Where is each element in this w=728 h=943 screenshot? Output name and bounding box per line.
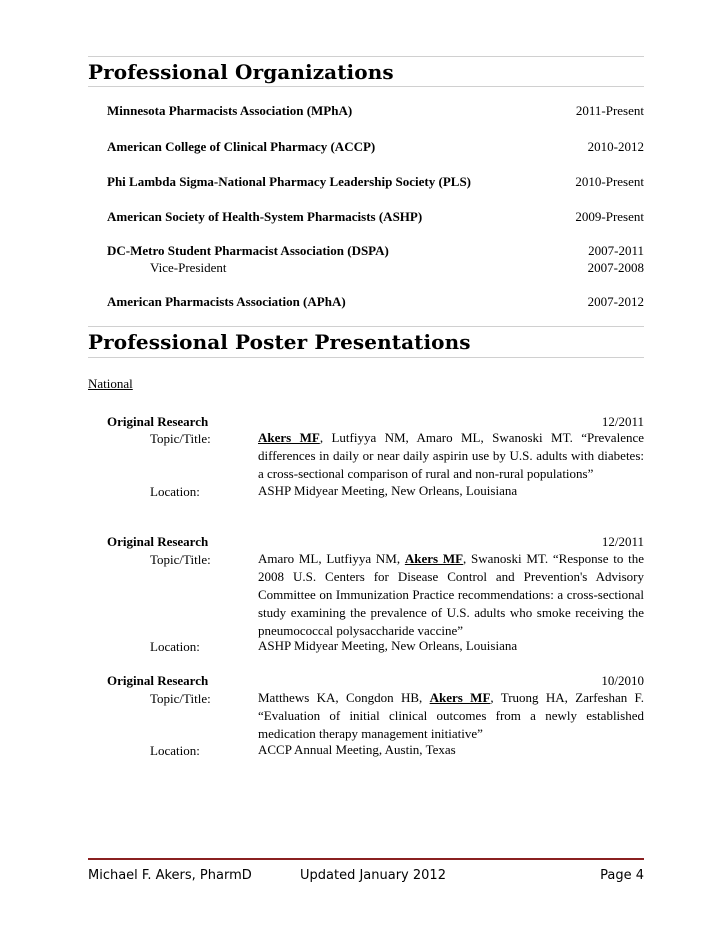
highlighted-author: Akers MF [429, 690, 491, 705]
section-rule [88, 56, 644, 57]
posters-heading: Professional Poster Presentations [88, 330, 471, 354]
org-date: 2010-2012 [587, 139, 644, 154]
title-text: , Lutfiyya NM, Amaro ML, Swanoski MT. “Prevalence differences in daily or near daily aspirin use by U.S. adults with diabetes: a cross-sectional comparison of rural and non-rural populations” [258, 430, 644, 481]
section-rule [88, 86, 644, 87]
org-row [107, 139, 644, 154]
poster-date: 12/2011 [601, 414, 644, 429]
topic-label: Topic/Title: [150, 691, 211, 706]
section-rule [88, 326, 644, 327]
poster-location: ASHP Midyear Meeting, New Orleans, Louisiana [258, 638, 518, 653]
organizations-heading: Professional Organizations [88, 60, 394, 84]
org-sub-row [150, 260, 644, 275]
title-text: , Truong HA, Zarfeshan F. “Evaluation of initial clinical outcomes from a newly established medication therapy management initiative” [258, 690, 644, 741]
national-subheading: National [88, 376, 133, 391]
title-text: , Swanoski MT. “Response to the 2008 U.S. Centers for Disease Control and Prevention's Advisory Committee on Immunization Practice recommendations: a cross-sectional study examining the prevalence of U.S. adults who smoke receiving the pneumococcal polysaccharide vaccine” [258, 551, 644, 638]
poster-location: ASHP Midyear Meeting, New Orleans, Louisiana [258, 483, 518, 498]
org-row [107, 174, 644, 189]
org-row [107, 294, 644, 309]
org-row [107, 103, 644, 118]
location-label: Location: [150, 639, 200, 654]
poster-title [258, 429, 644, 483]
footer-rule [88, 858, 644, 860]
topic-label: Topic/Title: [150, 552, 211, 567]
org-date: 2011-Present [575, 103, 644, 118]
poster-type: Original Research [107, 414, 209, 429]
poster-date: 12/2011 [601, 534, 644, 549]
poster-header [107, 414, 644, 430]
org-role: Vice-President [150, 260, 227, 275]
poster-title [258, 550, 644, 640]
org-date: 2007-2011 [588, 243, 644, 258]
poster-header [107, 673, 644, 689]
org-date: 2009-Present [575, 209, 644, 224]
org-name: American Society of Health-System Pharmacists (ASHP) [107, 209, 423, 224]
footer-updated: Updated January 2012 [300, 868, 446, 883]
org-role-date: 2007-2008 [587, 260, 644, 275]
poster-type: Original Research [107, 534, 209, 549]
org-name: American College of Clinical Pharmacy (ACCP) [107, 139, 376, 154]
org-name: Minnesota Pharmacists Association (MPhA) [107, 103, 353, 118]
location-label: Location: [150, 743, 200, 758]
poster-date: 10/2010 [601, 673, 644, 688]
org-row [107, 243, 644, 258]
title-text: Amaro ML, Lutfiyya NM, [258, 551, 405, 566]
footer-page-number: Page 4 [600, 868, 644, 883]
highlighted-author: Akers MF [258, 430, 320, 445]
highlighted-author: Akers MF [404, 551, 464, 566]
org-date: 2007-2012 [587, 294, 644, 309]
org-date: 2010-Present [575, 174, 644, 189]
org-row [107, 209, 644, 224]
title-text: Matthews KA, Congdon HB, [258, 690, 430, 705]
poster-location: ACCP Annual Meeting, Austin, Texas [258, 742, 456, 757]
poster-header [107, 534, 644, 550]
poster-type: Original Research [107, 673, 209, 688]
poster-title [258, 689, 644, 743]
org-name: American Pharmacists Association (APhA) [107, 294, 346, 309]
location-label: Location: [150, 484, 200, 499]
org-name: Phi Lambda Sigma-National Pharmacy Leadership Society (PLS) [107, 174, 472, 189]
section-rule [88, 357, 644, 358]
footer-author: Michael F. Akers, PharmD [88, 868, 252, 883]
topic-label: Topic/Title: [150, 431, 211, 446]
org-name: DC-Metro Student Pharmacist Association (DSPA) [107, 243, 389, 258]
